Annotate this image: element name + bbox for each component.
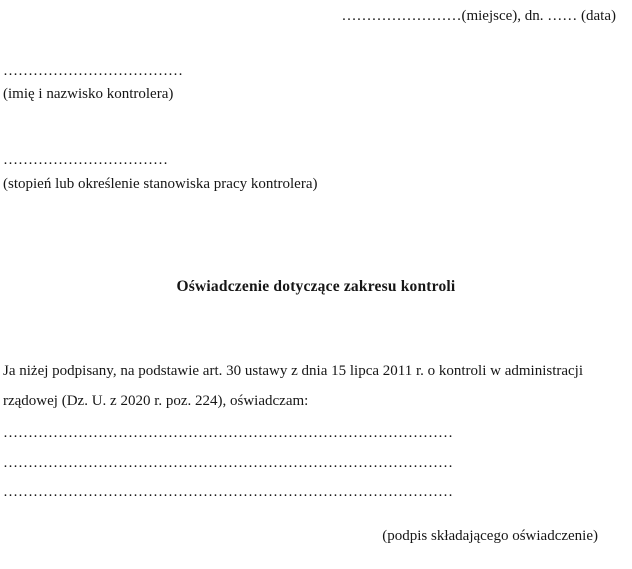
declaration-paragraph-line: rządowej (Dz. U. z 2020 r. poz. 224), oświadczam: [3, 392, 309, 409]
declaration-fill-line: ……………………………………………………………………………… [3, 454, 453, 471]
declaration-fill-lines [3, 419, 594, 508]
declaration-paragraph-line: Ja niżej podpisany, na podstawie art. 30 ustawy z dnia 15 lipca 2011 r. o kontroli w administracji [3, 363, 584, 379]
controller-position-fill-line: …………………………… [3, 152, 168, 168]
controller-name-fill-line: ……………………………… [3, 63, 183, 79]
controller-name-label: (imię i nazwisko kontrolera) [3, 86, 174, 102]
declaration-fill-line: ……………………………………………………………………………… [3, 425, 453, 441]
signature-caption: (podpis składającego oświadczenie) [382, 528, 598, 544]
declaration-fill-line: ……………………………………………………………………………… [3, 484, 453, 500]
controller-position-field [3, 148, 318, 196]
declaration-paragraph [3, 357, 623, 416]
document-title: Oświadczenie dotyczące zakresu kontroli [176, 278, 456, 295]
place-date-line: ……………………(miejsce), dn. …… (data) [341, 8, 616, 24]
controller-name-field [3, 60, 183, 106]
controller-position-label: (stopień lub określenie stanowiska pracy kontrolera) [3, 176, 318, 192]
